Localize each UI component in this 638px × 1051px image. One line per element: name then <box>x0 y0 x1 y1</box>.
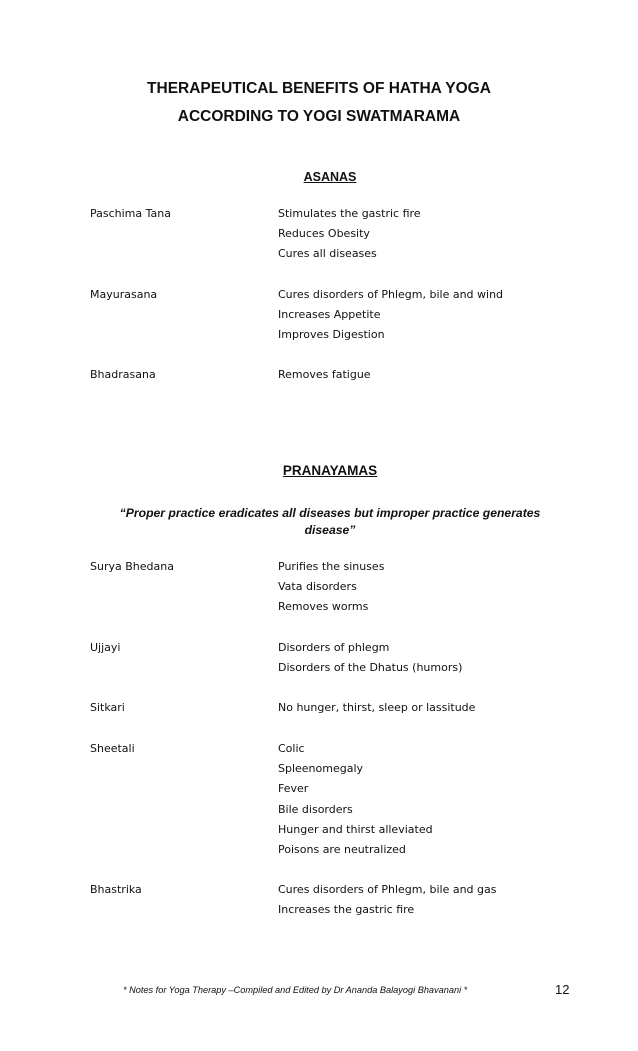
quote-line-1: “Proper practice eradicates all diseases but improper practice generates <box>119 506 541 520</box>
pranayama-name: Ujjayi <box>90 641 121 654</box>
benefit-item: Removes fatigue <box>278 368 371 381</box>
benefit-item: Cures disorders of Phlegm, bile and wind <box>278 288 504 301</box>
benefit-item: Disorders of phlegm <box>278 641 390 654</box>
benefit-item: Hunger and thirst alleviated <box>278 822 433 836</box>
asanas-heading: ASANAS <box>303 170 357 184</box>
benefit-item: Fever <box>278 782 309 796</box>
benefit-list <box>278 641 462 681</box>
asana-name: Mayurasana <box>90 288 158 301</box>
benefit-item: Bile disorders <box>278 802 353 816</box>
pranayama-name: Sitkari <box>90 701 125 714</box>
benefit-item: Colic <box>278 742 305 755</box>
pranayama-quote <box>86 505 574 539</box>
asana-name: Bhadrasana <box>90 368 156 381</box>
benefit-item: Cures all diseases <box>278 247 377 261</box>
benefit-list <box>278 883 496 923</box>
benefit-list <box>278 701 475 721</box>
benefit-item: Stimulates the gastric fire <box>278 207 421 220</box>
benefit-item: Removes worms <box>278 600 369 614</box>
benefit-list <box>278 742 433 863</box>
benefit-item: Poisons are neutralized <box>278 842 406 856</box>
benefit-item: Reduces Obesity <box>278 227 370 241</box>
pranayama-name: Sheetali <box>90 742 135 755</box>
asana-name: Paschima Tana <box>90 207 171 220</box>
benefit-item: Increases the gastric fire <box>278 903 415 917</box>
quote-line-2: disease” <box>304 523 356 537</box>
benefit-item: Improves Digestion <box>278 328 385 342</box>
document-title-line-1: THERAPEUTICAL BENEFITS OF HATHA YOGA <box>147 80 491 97</box>
footer-credit: * Notes for Yoga Therapy –Compiled and Edited by Dr Ananda Balayogi Bhavanani * <box>123 985 468 995</box>
benefit-item: Spleenomegaly <box>278 762 364 776</box>
pranayama-name: Bhastrika <box>90 883 142 896</box>
benefit-list <box>278 288 503 349</box>
benefit-item: No hunger, thirst, sleep or lassitude <box>278 701 476 714</box>
benefit-item: Cures disorders of Phlegm, bile and gas <box>278 883 497 896</box>
benefit-item: Vata disorders <box>278 580 357 594</box>
document-title-line-2: ACCORDING TO YOGI SWATMARAMA <box>177 108 461 125</box>
benefit-list <box>278 560 384 621</box>
page-number: 12 <box>555 982 570 997</box>
benefit-item: Purifies the sinuses <box>278 560 385 573</box>
pranayama-name: Surya Bhedana <box>90 560 174 573</box>
pranayamas-heading: PRANAYAMAS <box>282 463 378 478</box>
benefit-list <box>278 207 421 268</box>
benefit-item: Disorders of the Dhatus (humors) <box>278 661 463 675</box>
benefit-list <box>278 368 371 388</box>
benefit-item: Increases Appetite <box>278 308 381 322</box>
